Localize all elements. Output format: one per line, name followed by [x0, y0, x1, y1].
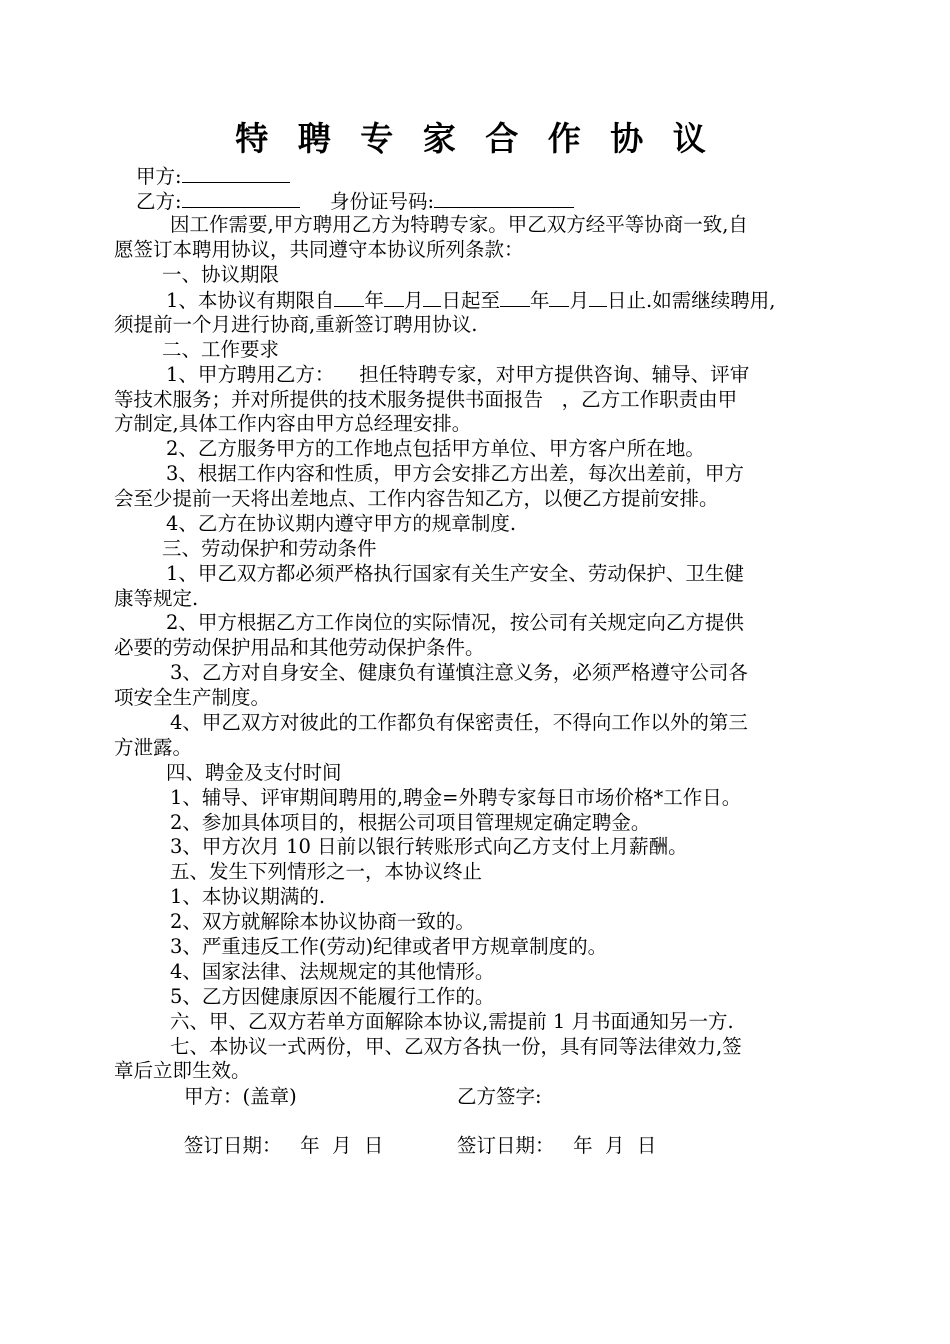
clause-1-1-line-2: 须提前一个月进行协商,重新签订聘用协议.: [114, 313, 478, 336]
section-4-heading: 四、聘金及支付时间: [166, 761, 342, 784]
section-7-line-2: 章后立即生效。: [114, 1059, 251, 1082]
section-3-heading: 三、劳动保护和劳动条件: [162, 537, 377, 560]
clause-4-1: 1、辅导、评审期间聘用的,聘金=外聘专家每日市场价格*工作日。: [170, 786, 742, 809]
clause-3-4-line-2: 方泄露。: [114, 736, 193, 759]
clause-3-1-line-1: 1、甲乙双方都必须严格执行国家有关生产安全、劳动保护、卫生健: [166, 562, 744, 585]
clause-3-3-line-2: 项安全生产制度。: [114, 686, 271, 709]
party-a-label: 甲方:: [136, 165, 182, 188]
section-7-line-1: 七、本协议一式两份，甲、乙双方各执一份，具有同等法律效力,签: [170, 1035, 742, 1058]
intro-line-1: 因工作需要,甲方聘用乙方为特聘专家。甲乙双方经平等协商一致,自: [170, 213, 748, 236]
party-b-signature-label: 乙方签字:: [457, 1085, 542, 1108]
clause-5-2: 2、双方就解除本协议协商一致的。: [170, 910, 475, 933]
party-b-sign-date: 签订日期： 年 月 日: [457, 1134, 657, 1157]
party-b-line: [136, 189, 862, 215]
clause-3-2-line-1: 2、甲方根据乙方工作岗位的实际情况，按公司有关规定向乙方提供: [166, 611, 744, 634]
clause-3-1-line-2: 康等规定.: [114, 587, 199, 610]
party-a-sign-date: 签订日期： 年 月 日: [184, 1134, 384, 1157]
document-title: 特 聘 专 家 合 作 协 议: [235, 119, 715, 158]
clause-2-2: 2、乙方服务甲方的工作地点包括甲方单位、甲方客户所在地。: [166, 437, 705, 460]
clause-2-1-line-3: 方制定,具体工作内容由甲方总经理安排。: [114, 412, 472, 435]
section-1-heading: 一、协议期限: [162, 263, 280, 286]
clause-4-3: 3、甲方次月 10 日前以银行转账形式向乙方支付上月薪酬。: [170, 835, 688, 858]
clause-5-1: 1、本协议期满的.: [170, 885, 326, 908]
clause-1-1-line-1: 1、本协议有期限自 年 月 日起至 年 月 日止.如需继续聘用,: [166, 289, 776, 312]
party-a-seal-label: 甲方：(盖章): [184, 1085, 297, 1108]
clause-3-4-line-1: 4、甲乙双方对彼此的工作都负有保密责任，不得向工作以外的第三: [170, 711, 748, 734]
clause-3-3-line-1: 3、乙方对自身安全、健康负有谨慎注意义务，必须严格遵守公司各: [170, 661, 748, 684]
clause-2-1-line-2: 等技术服务；并对所提供的技术服务提供书面报告 ，乙方工作职责由甲: [114, 388, 738, 411]
clause-5-5: 5、乙方因健康原因不能履行工作的。: [170, 985, 495, 1008]
section-2-heading: 二、工作要求: [162, 338, 280, 361]
clause-5-3: 3、严重违反工作(劳动)纪律或者甲方规章制度的。: [170, 935, 608, 958]
party-a-line: [136, 164, 862, 190]
party-a-blank: [182, 164, 290, 183]
clause-2-3-line-2: 会至少提前一天将出差地点、工作内容告知乙方，以便乙方提前安排。: [114, 487, 719, 510]
clause-2-4: 4、乙方在协议期内遵守甲方的规章制度.: [166, 512, 517, 535]
id-number-blank: [434, 189, 574, 208]
clause-2-3-line-1: 3、根据工作内容和性质，甲方会安排乙方出差，每次出差前，甲方: [166, 462, 744, 485]
clause-5-4: 4、国家法律、法规规定的其他情形。: [170, 960, 495, 983]
id-number-label: 身份证号码:: [329, 190, 435, 213]
clause-2-1-line-1: 1、甲方聘用乙方： 担任特聘专家，对甲方提供咨询、辅导、评审: [166, 363, 750, 386]
clause-3-2-line-2: 必要的劳动保护用品和其他劳动保护条件。: [114, 636, 485, 659]
section-6: 六、甲、乙双方若单方面解除本协议,需提前 1 月书面通知另一方.: [170, 1010, 734, 1033]
section-5-heading: 五、发生下列情形之一，本协议终止: [170, 860, 483, 883]
party-b-blank: [182, 189, 300, 208]
clause-4-2: 2、参加具体项目的，根据公司项目管理规定确定聘金。: [170, 811, 651, 834]
party-b-label: 乙方:: [136, 190, 182, 213]
intro-line-2: 愿签订本聘用协议，共同遵守本协议所列条款：: [114, 238, 524, 261]
